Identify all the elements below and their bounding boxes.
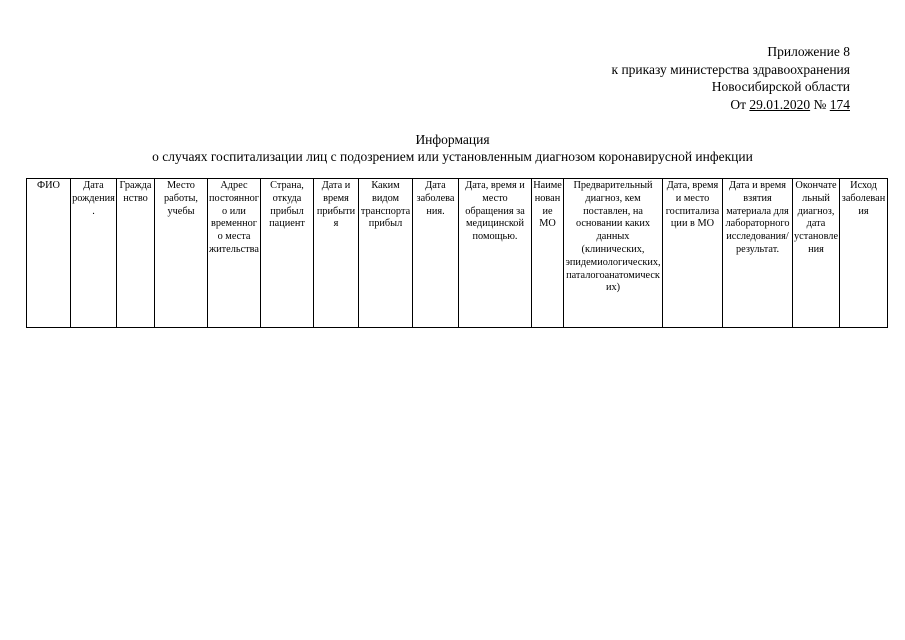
title-subheading: о случаях госпитализации лиц с подозрением или установленным диагнозом коронавирусной инфекции — [152, 149, 753, 164]
column-header: Гражданство — [117, 179, 155, 328]
table-header-row — [27, 179, 888, 328]
title-heading: Информация — [415, 132, 490, 147]
appendix-number: Приложение 8 — [767, 44, 850, 59]
date-prefix: От — [730, 96, 750, 112]
region-name: Новосибирской области — [711, 79, 850, 94]
document-title — [0, 131, 905, 165]
column-header: Место работы, учебы — [155, 179, 208, 328]
column-header: ФИО — [27, 179, 71, 328]
order-reference: к приказу министерства здравоохранения — [611, 61, 850, 77]
column-header: Предварительный диагноз, кем поставлен, на основании каких данных (клинических, эпидемиологических, паталогоанатомических) — [564, 179, 663, 328]
appendix-header — [612, 43, 850, 113]
column-header: Исход заболевания — [840, 179, 888, 328]
column-header: Дата и время прибытия — [314, 179, 359, 328]
column-header: Адрес постоянного или временного места жительства — [208, 179, 261, 328]
column-header: Окончательный диагноз, дата установления — [793, 179, 840, 328]
column-header: Дата заболевания. — [413, 179, 459, 328]
order-number: 174 — [829, 96, 850, 112]
order-date: 29.01.2020 — [749, 96, 811, 112]
column-header: Дата рождения. — [71, 179, 117, 328]
column-header: Дата и время взятия материала для лабораторного исследования/ результат. — [723, 179, 793, 328]
column-header: Дата, время и место обращения за медицинской помощью. — [459, 179, 532, 328]
hospitalization-table — [26, 178, 888, 328]
order-date-line — [612, 96, 850, 114]
column-header: Страна, откуда прибыл пациент — [261, 179, 314, 328]
column-header: Дата, время и место госпитализации в МО — [663, 179, 723, 328]
column-header: Наименование МО — [532, 179, 564, 328]
number-prefix: № — [810, 96, 830, 112]
column-header: Каким видом транспорта прибыл — [359, 179, 413, 328]
